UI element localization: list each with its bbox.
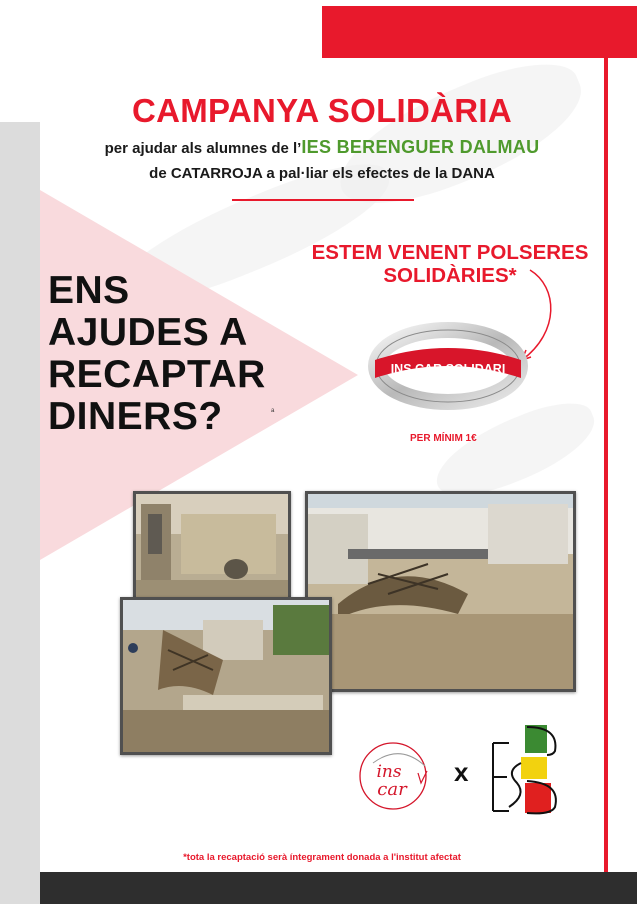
question-line: AJUDES A: [48, 311, 248, 354]
campaign-title: CAMPANYA SOLIDÀRIA: [131, 92, 513, 129]
subtitle-line1: [40, 137, 604, 158]
price-label: PER MÍNIM 1€: [410, 433, 477, 444]
ins-logo-bottom: car: [377, 779, 407, 800]
question-line: RECAPTAR: [48, 353, 266, 396]
selling-title: [290, 241, 610, 287]
question-line: DINERS?: [48, 395, 223, 438]
top-red-block: [322, 6, 637, 58]
stray-mark: a: [271, 408, 275, 414]
footer-dark-bar: [40, 872, 637, 904]
question-line: ENS: [48, 269, 130, 312]
subtitle-line2: de CATARROJA a pal·liar els efectes de la DANA: [149, 165, 495, 182]
left-gray-bar: [0, 122, 40, 904]
ins-car-logo: [355, 741, 445, 811]
right-red-line: [604, 58, 608, 872]
bracelet-text: INS CAR SOLIDARI: [390, 362, 506, 376]
flood-photo-classroom: [133, 491, 291, 609]
subtitle-prefix: per ajudar als alumnes de l’: [104, 140, 302, 157]
big-question: [48, 270, 266, 438]
bracelet-image: [363, 318, 533, 418]
flood-photo-street: [120, 597, 332, 755]
selling-line1: ESTEM VENENT POLSERES: [311, 241, 589, 264]
footnote: *tota la recaptació serà íntegrament donada a l'institut afectat: [183, 852, 461, 863]
ins-logo-top: ins: [376, 762, 402, 782]
school-name: IES BERENGUER DALMAU: [301, 137, 540, 157]
collaboration-x: x: [454, 757, 469, 787]
esb-logo: [487, 723, 562, 818]
flood-photo-school-yard: [305, 491, 576, 692]
title-underline: [232, 199, 414, 201]
esb-logo-label: ESB: [487, 723, 490, 724]
selling-line2: SOLIDÀRIES*: [383, 264, 517, 287]
